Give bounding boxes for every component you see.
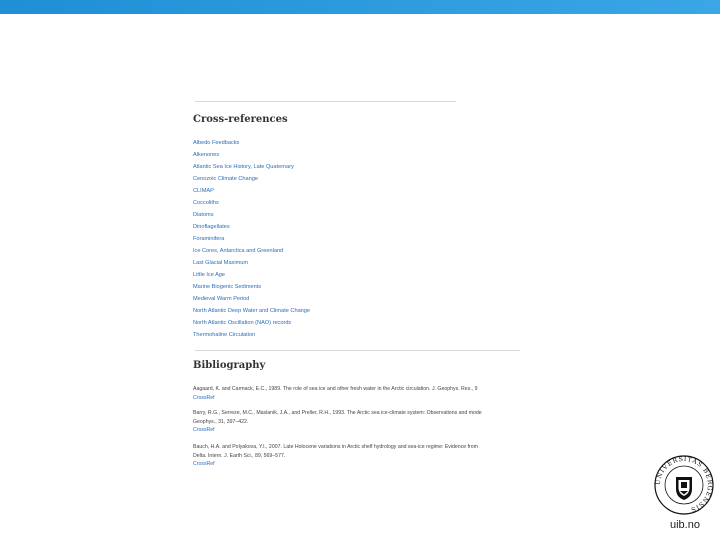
crossref-link[interactable]: CrossRef: [193, 394, 215, 401]
cross-reference-link[interactable]: North Atlantic Oscillation (NAO) records: [193, 320, 292, 326]
document-page: [190, 96, 520, 486]
cross-references-heading: Cross-references: [193, 114, 288, 125]
bibliography-text: Barry, R.G., Serreze, M.C., Maslanik, J.A., and Preller, R.H., 1993. The Arctic sea ice-climate system: Observations and mode: [193, 410, 482, 416]
bibliography-entry: [193, 443, 520, 469]
cross-reference-link[interactable]: Coccoliths: [193, 200, 219, 206]
seal-icon: [654, 455, 714, 515]
cross-reference-link[interactable]: North Atlantic Deep Water and Climate Change: [193, 308, 311, 314]
bibliography-text: Aagaard, K. and Carmack, E.C., 1989. The role of sea ice and other fresh water in the Arctic circulation. J. Geophys. Res., 9: [193, 386, 478, 392]
cross-reference-link[interactable]: Dinoflagellates: [193, 224, 230, 230]
cross-reference-link[interactable]: Atlantic Sea Ice History, Late Quaternary: [193, 164, 294, 170]
cross-reference-link[interactable]: Thermohaline Circulation: [193, 332, 256, 338]
bibliography-entry: [193, 409, 520, 435]
crossref-link[interactable]: CrossRef: [193, 461, 215, 467]
cross-reference-link[interactable]: Marine Biogenic Sediments: [193, 284, 262, 290]
section-divider: [195, 350, 520, 351]
cross-reference-link[interactable]: Alkenones: [193, 152, 220, 158]
crossref-link[interactable]: CrossRef: [193, 427, 215, 433]
cross-reference-link[interactable]: Little Ice Age: [193, 272, 226, 278]
cross-reference-link[interactable]: Medieval Warm Period: [193, 296, 250, 302]
cross-reference-link[interactable]: Last Glacial Maximum: [193, 260, 249, 266]
cross-reference-link[interactable]: Albedo Feedbacks: [193, 140, 240, 146]
top-accent-bar: [0, 0, 720, 14]
bibliography-text: Geophys., 31, 397–422.: [193, 418, 249, 425]
top-divider: [195, 101, 456, 102]
cross-references-list: [193, 137, 393, 341]
cross-reference-link[interactable]: Cenozoic Climate Change: [193, 176, 258, 182]
cross-reference-link[interactable]: Foraminifera: [193, 236, 225, 242]
bibliography-heading: Bibliography: [193, 360, 266, 371]
bibliography-text: Delta. Intern. J. Earth Sci., 89, 569–577.: [193, 452, 286, 459]
university-seal-logo: [654, 455, 714, 515]
bibliography-entry: [193, 385, 520, 402]
cross-reference-link[interactable]: Ice Cores, Antarctica and Greenland: [193, 248, 284, 254]
logo-caption: uib.no: [670, 519, 700, 531]
bibliography-text: Bauch, H.A. and Polyakova, Y.I., 2007. Late Holocene variations in Arctic shelf hydrology and sea-ice regime: Evidence from: [193, 444, 478, 450]
seal-text: UNIVERSITAS BERGENSIS: [654, 455, 714, 514]
cross-reference-link[interactable]: CLIMAP: [193, 188, 214, 194]
cross-reference-link[interactable]: Diatoms: [193, 212, 214, 218]
